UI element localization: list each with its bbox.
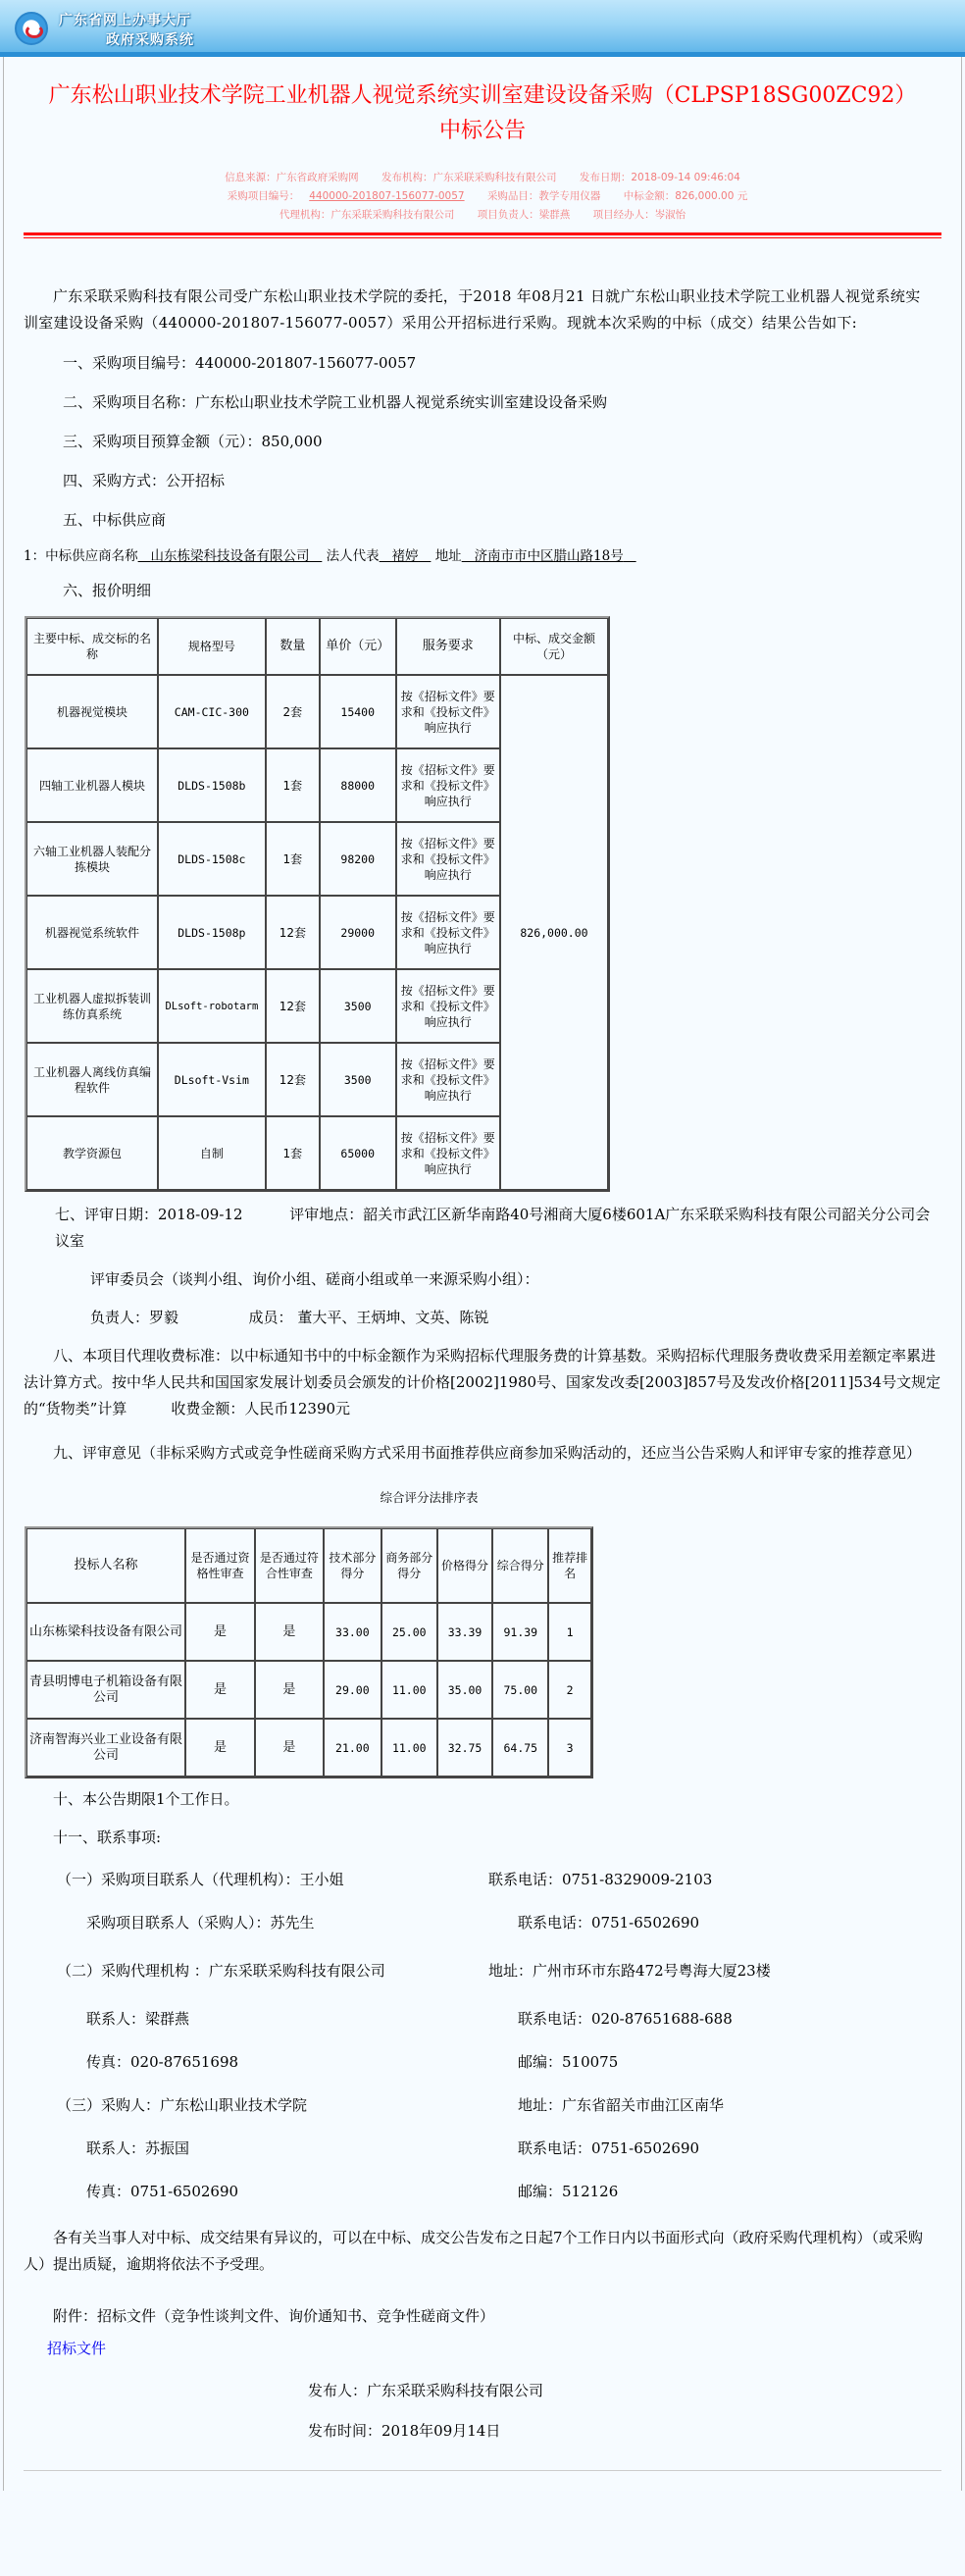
announcement-container bbox=[3, 57, 962, 2491]
gd-gov-logo-icon[interactable] bbox=[15, 12, 48, 45]
objection-paragraph: 各有关当事人对中标、成交结果有异议的，可以在中标、成交公告发布之日起7个工作日内以书面形式向（政府采购代理机构）（或采购人）提出质疑，逾期将依法不予受理。 bbox=[24, 2229, 924, 2273]
contact-agency: （二）采购代理机构 ：广东采联采购科技有限公司 地址：广州市环市东路472号粤海大厦23楼 bbox=[57, 1962, 771, 1980]
page-title bbox=[24, 57, 941, 149]
winner-name: 山东栋梁科技设备有限公司 bbox=[150, 548, 310, 564]
project-no-link[interactable]: 440000-201807-156077-0057 bbox=[309, 190, 465, 202]
quote-table-header: 主要中标、成交标的名称 规格型号 数量 单价（元） 服务要求 中标、成交金额（元） bbox=[26, 618, 608, 675]
contact-buyer: （三）采购人：广东松山职业技术学院 地址：广东省韶关市曲江区南华 bbox=[57, 2096, 725, 2114]
section-3: 三、采购项目预算金额（元）：850,000 bbox=[63, 433, 323, 450]
review-members: 负责人：罗毅 成员： 董大平、王炳坤、文英、陈锐 bbox=[90, 1309, 489, 1326]
announcement-meta bbox=[24, 169, 941, 225]
review-committee: 评审委员会（谈判小组、询价小组、磋商小组或单一来源采购小组）： bbox=[90, 1270, 539, 1288]
winner-line: 1：中标供应商名称 山东栋梁科技设备有限公司 法人代表 褚婷 地址 济南市市中区腊山路18号 bbox=[24, 548, 624, 564]
total-amount: 826,000.00 bbox=[500, 675, 608, 1190]
table-row: 青县明博电子机箱设备有限公司 是 是 29.00 11.00 35.00 75.00 2 bbox=[26, 1661, 591, 1719]
table-row: 工业机器人离线仿真编程软件 DLsoft-Vsim 12套 3500 按《招标文件》要求和《投标文件》响应执行 bbox=[26, 1043, 608, 1116]
contact-agency-person: 联系人：梁群燕 联系电话：020-87651688-688 bbox=[86, 2010, 733, 2028]
site-header bbox=[0, 0, 965, 57]
contact-agency-fax: 传真：020-87651698 邮编：510075 bbox=[86, 2053, 619, 2071]
review-date-place: 七、评审日期：2018-09-12 评审地点：韶关市武江区新华南路40号湘商大厦6楼601A广东采联采购科技有限公司韶关分公司会议室 bbox=[55, 1206, 931, 1250]
score-table-caption: 综合评分法排序表 bbox=[380, 1490, 479, 1505]
title-line-1: 广东松山职业技术学院工业机器人视觉系统实训室建设设备采购（CLPSP18SG00ZC92） bbox=[48, 83, 917, 108]
footer-time: 发布时间：2018年09月14日 bbox=[308, 2422, 501, 2440]
intro-paragraph: 广东采联采购科技有限公司受广东松山职业技术学院的委托，于2018 年08月21 日就广东松山职业技术学院工业机器人视觉系统实训室建设设备采购（440000-201807-156077-0057）采用公开招标进行采购。现就本次采购的中标（成交）结果公告如下: bbox=[24, 287, 921, 332]
attachment-link[interactable]: 招标文件 bbox=[47, 2340, 107, 2357]
contact-buyer-person: 联系人：苏振国 联系电话：0751-6502690 bbox=[86, 2139, 700, 2157]
meta-manager: 项目负责人：梁群燕 bbox=[477, 209, 571, 221]
section-4: 四、采购方式：公开招标 bbox=[63, 472, 226, 489]
table-row: 六轴工业机器人装配分拣模块 DLDS-1508c 1套 98200 按《招标文件》要求和《投标文件》响应执行 bbox=[26, 822, 608, 896]
announcement-body bbox=[24, 238, 941, 2471]
contact-row-2: 采购项目联系人（采购人）：苏先生 联系电话：0751-6502690 bbox=[86, 1914, 700, 1932]
meta-category: 采购品目：教学专用仪器 bbox=[486, 190, 601, 202]
brand-subtitle: 政府采购系统 bbox=[106, 32, 194, 48]
table-row: 工业机器人虚拟拆装训练仿真系统 DLsoft-robotarm 12套 3500 按《招标文件》要求和《投标文件》响应执行 bbox=[26, 969, 608, 1043]
table-row: 济南智海兴业工业设备有限公司 是 是 21.00 11.00 32.75 64.75 3 bbox=[26, 1719, 591, 1777]
attachment-label: 附件：招标文件（竞争性谈判文件、询价通知书、竞争性磋商文件） bbox=[53, 2307, 495, 2325]
quote-table bbox=[25, 616, 610, 1192]
table-row: 四轴工业机器人模块 DLDS-1508b 1套 88000 按《招标文件》要求和《投标文件》响应执行 bbox=[26, 748, 608, 822]
period-notice: 十、本公告期限1个工作日。 bbox=[53, 1790, 239, 1808]
score-table bbox=[25, 1526, 593, 1778]
contact-title: 十一、联系事项: bbox=[53, 1829, 162, 1846]
title-line-2: 中标公告 bbox=[438, 119, 526, 143]
table-row: 山东栋梁科技设备有限公司 是 是 33.00 25.00 33.39 91.39 1 bbox=[26, 1603, 591, 1661]
meta-source: 信息来源：广东省政府采购网 bbox=[225, 172, 359, 183]
winner-rep: 褚婷 bbox=[391, 548, 419, 564]
section-6: 六、报价明细 bbox=[63, 582, 152, 599]
fee-paragraph: 八、本项目代理收费标准：以中标通知书中的中标金额作为采购招标代理服务费的计算基数。采购招标代理服务费收费采用差额定率累进法计算方式。按中华人民共和国国家发展计划委员会颁发的计价格[2002]1980号、国家发改委[2003]857号及发改价格[2011]534号文规定的“货物类”计算 收费金额：人民币12390元 bbox=[24, 1347, 941, 1417]
meta-agency: 代理机构：广东采联采购科技有限公司 bbox=[279, 209, 455, 221]
section-5: 五、中标供应商 bbox=[63, 511, 167, 529]
section-1: 一、采购项目编号：440000-201807-156077-0057 bbox=[63, 354, 417, 372]
opinion-paragraph: 九、评审意见（非标采购方式或竞争性磋商采购方式采用书面推荐供应商参加采购活动的，还应当公告采购人和评审专家的推荐意见） bbox=[53, 1444, 922, 1462]
table-row: 机器视觉模块 CAM-CIC-300 2套 15400 按《招标文件》要求和《投标文件》响应执行 826,000.00 bbox=[26, 675, 608, 748]
meta-project-no: 采购项目编号： 440000-201807-156077-0057 bbox=[227, 190, 465, 202]
contact-row-1: （一）采购项目联系人（代理机构）：王小姐 联系电话：0751-8329009-2103 bbox=[57, 1871, 713, 1888]
table-row: 教学资源包 自制 1套 65000 按《招标文件》要求和《投标文件》响应执行 bbox=[26, 1116, 608, 1190]
footer-divider bbox=[24, 2470, 941, 2471]
table-row: 机器视觉系统软件 DLDS-1508p 12套 29000 按《招标文件》要求和《投标文件》响应执行 bbox=[26, 896, 608, 969]
meta-handler: 项目经办人：岑淑怡 bbox=[592, 209, 686, 221]
meta-publisher: 发布机构：广东采联采购科技有限公司 bbox=[381, 172, 557, 183]
winner-address: 济南市市中区腊山路18号 bbox=[474, 548, 624, 564]
brand-title: 广东省网上办事大厅 bbox=[59, 13, 191, 28]
contact-buyer-fax: 传真：0751-6502690 邮编：512126 bbox=[86, 2183, 619, 2200]
score-table-header: 投标人名称 是否通过资格性审查 是否通过符合性审查 技术部分得分 商务部分得分 价格得分 综合得分 推荐排名 bbox=[26, 1528, 591, 1603]
footer-publisher: 发布人：广东采联采购科技有限公司 bbox=[308, 2382, 544, 2399]
meta-date: 发布日期：2018-09-14 09:46:04 bbox=[579, 172, 740, 183]
section-2: 二、采购项目名称：广东松山职业技术学院工业机器人视觉系统实训室建设设备采购 bbox=[63, 393, 608, 411]
meta-amount: 中标金额：826,000.00 元 bbox=[623, 190, 748, 202]
